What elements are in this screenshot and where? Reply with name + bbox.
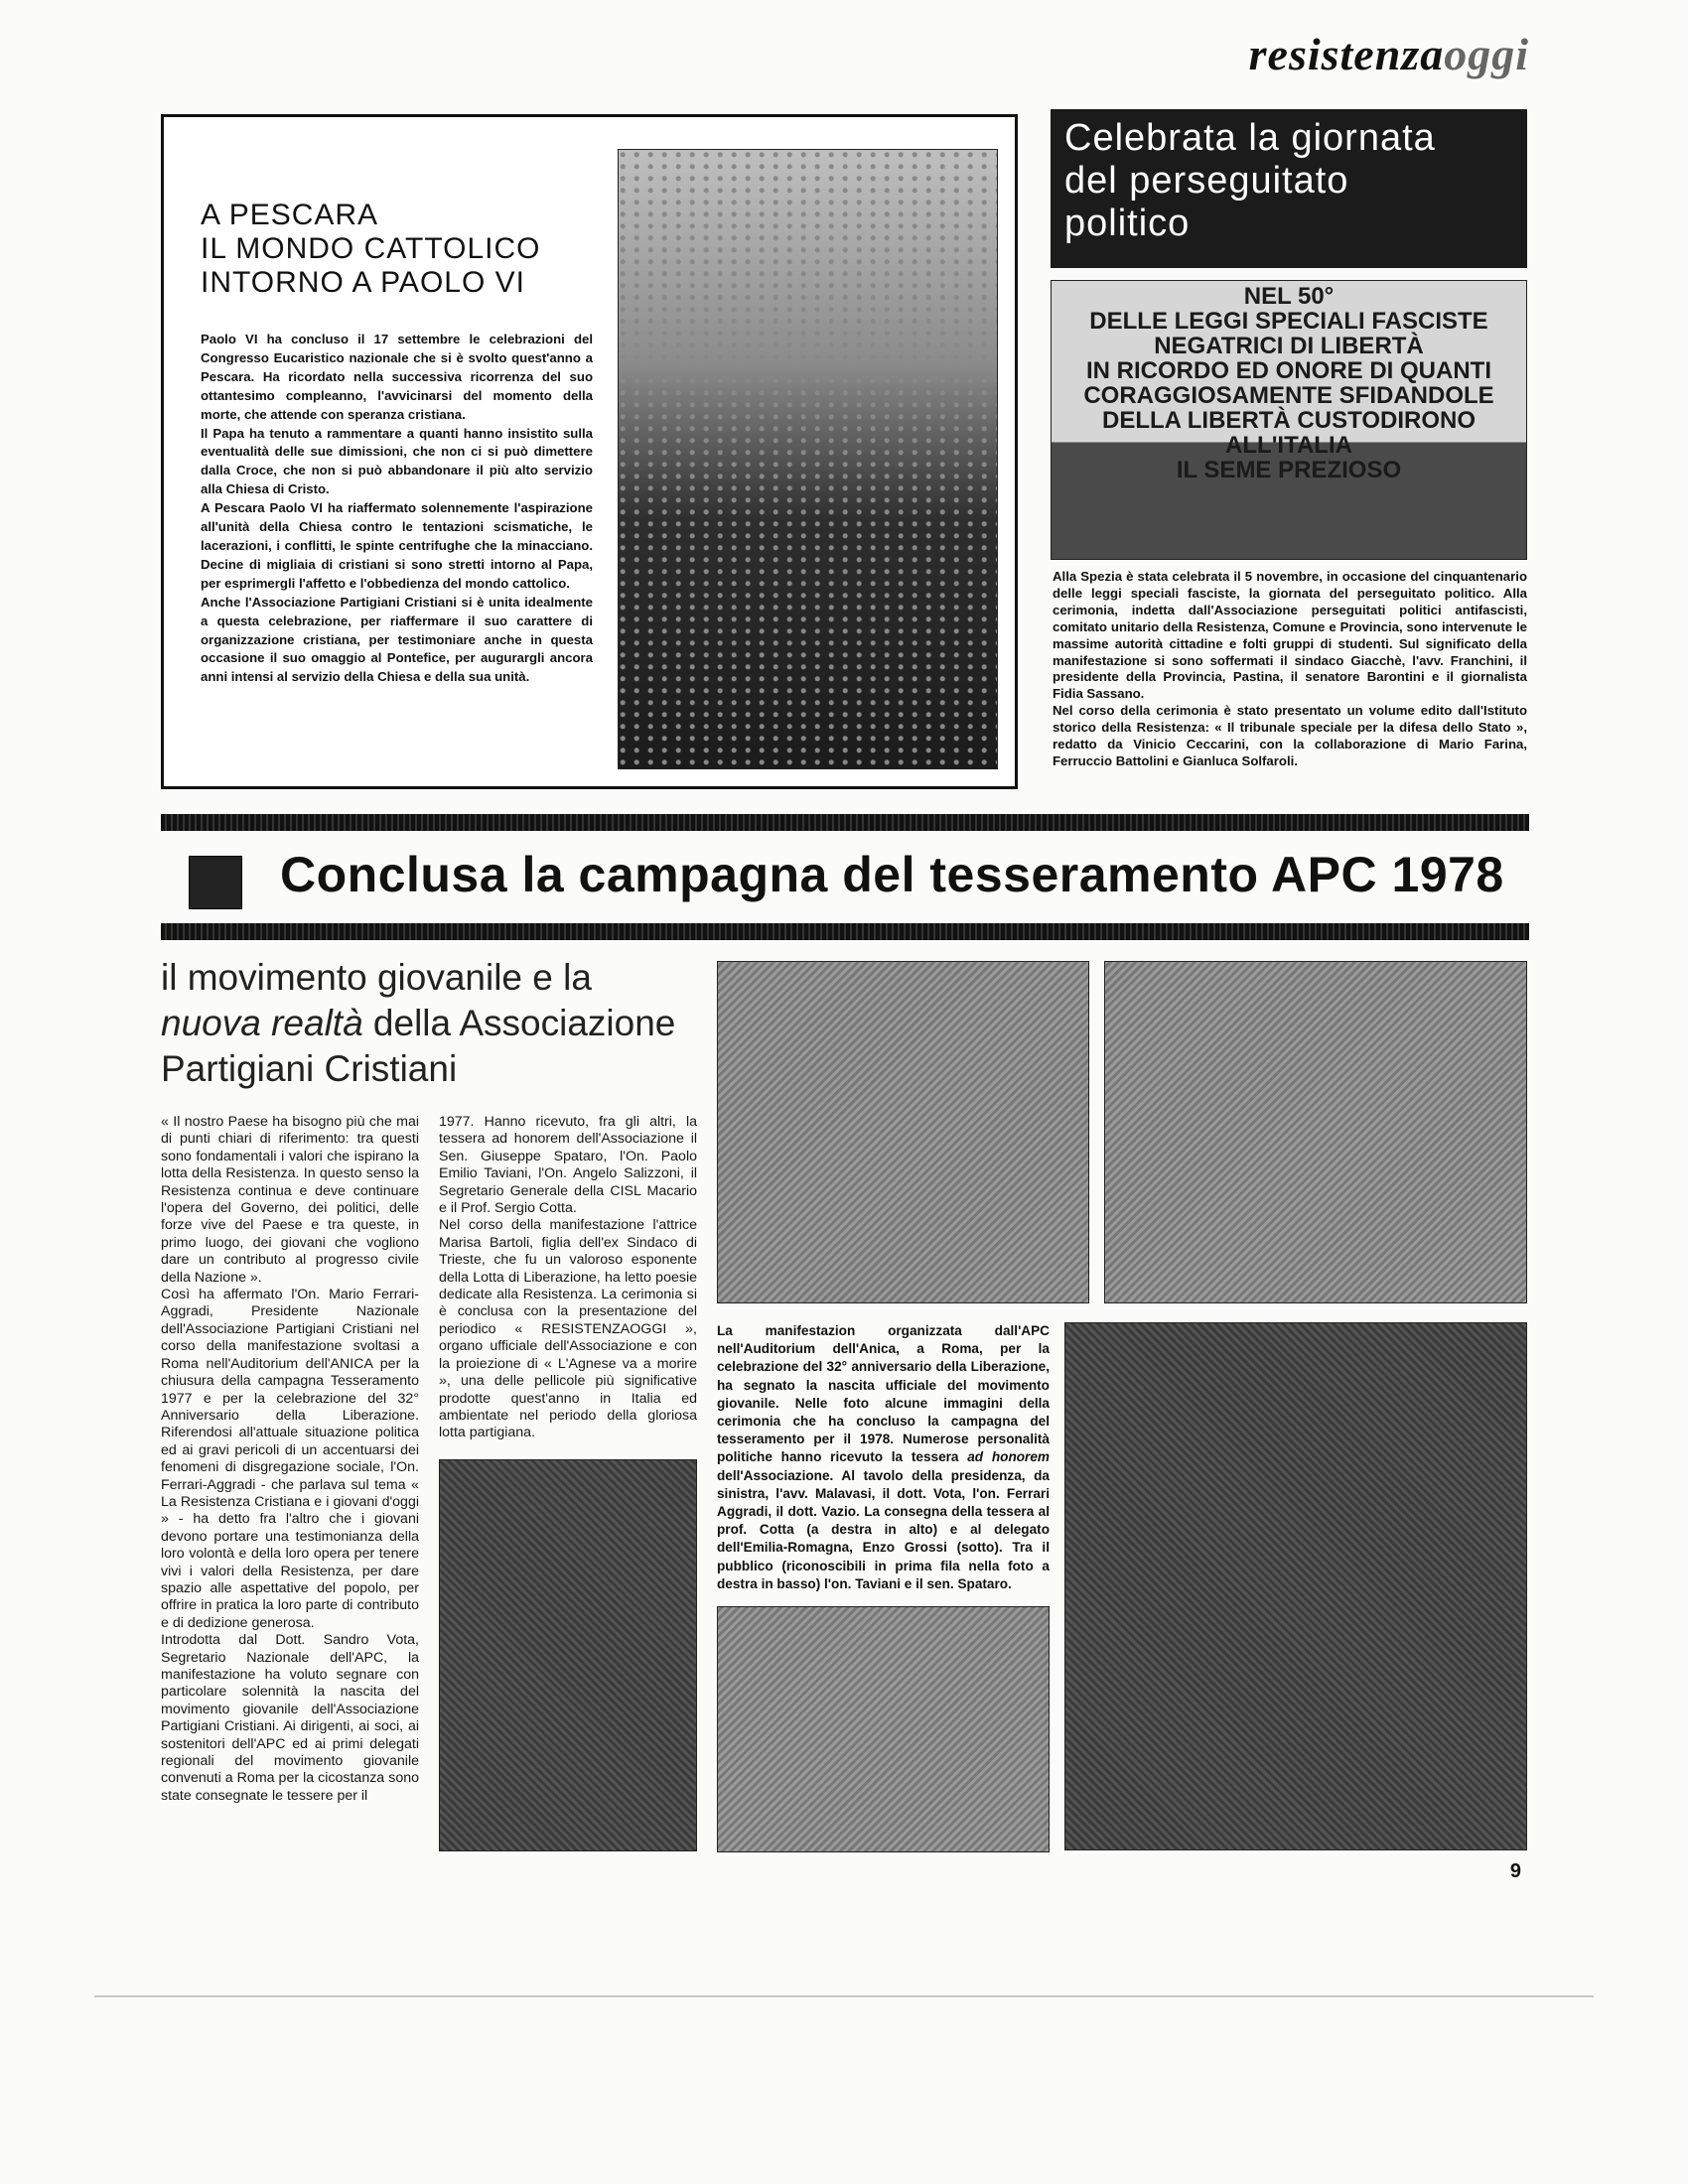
pescara-paragraph: Il Papa ha tenuto a rammentare a quanti hanno insistito sulla eventualità delle sue dimissioni, che non ci si può dimettere dalla Croce, che non si può abbandonare il più alto servizio alla Chiesa di Cristo. — [201, 425, 593, 497]
pescara-body — [201, 331, 593, 687]
pescara-crowd-photo — [618, 149, 998, 769]
delegate-photo — [717, 1606, 1050, 1852]
spezia-banner-text: NEL 50° DELLE LEGGI SPECIALI FASCISTE NEGATRICI DI LIBERTÀ IN RICORDO ED ONORE DI QUANTI CORAGGIOSAMENTE SFIDANDOLE DELLA LIBERTÀ CUSTODIRONO ALL'ITALIA IL SEME PREZIOSO — [1083, 283, 1494, 483]
movimento-headline-c: della Associazione Partigiani Cristiani — [161, 1003, 676, 1089]
page-number: 9 — [1509, 1860, 1521, 1882]
caption-part: dell'Associazione. Al tavolo della presidenza, da sinistra, l'avv. Malavasi, il dott. Vota, l'on. Ferrari Aggradi, il dott. Vazio. La consegna della tessera al prof. Cotta (a destra in alto) e al delegato dell'Emilia-Romagna, Enzo Grossi (sotto). Tra il pubblico (riconoscibili in prima fila nella foto a destra in basso) l'on. Taviani e il sen. Spataro. — [717, 1467, 1050, 1591]
masthead-part1: resistenza — [1248, 29, 1445, 79]
caption-part: La manifestazion organizzata dall'APC nell'Auditorium dell'Anica, a Roma, per la celebrazione del 32° anniversario della Liberazione, ha segnato la nascita ufficiale del movimento giovanile. Nelle foto alcune immagini della cerimonia che ha concluso la campagna del tesseramento per il 1978. Numerose personalità politiche hanno ricevuto la tessera — [717, 1323, 1050, 1465]
celebrata-headline: Celebrata la giornata del perseguitato politico — [1064, 117, 1436, 244]
band-headline: Conclusa la campagna del tesseramento APC 1978 — [280, 847, 1504, 902]
movimento-caption-text — [717, 1322, 1050, 1593]
spezia-body — [1053, 569, 1527, 770]
spezia-paragraph: Alla Spezia è stata celebrata il 5 novembre, in occasione del cinquantenario delle leggi speciali fasciste, la giornata del perseguitato politico. Alla cerimonia, indetta dall'Associazione perseguitati politici antifascisti, comitato unitario della Resistenza, Comune e Provincia, sono intervenute le massime autorità cittadine e folti gruppi di studenti. Sul significato della manifestazione si sono soffermati il sindaco Giacchè, l'avv. Franchini, il presidente della Provincia, Pastina, il senatore Barontini e il giornalista Fidia Sassano. — [1053, 569, 1527, 702]
band-top-rule — [161, 814, 1529, 831]
movimento-paragraph: Introdotta dal Dott. Sandro Vota, Segretario Nazionale dell'APC, la manifestazione ha voluto segnare con particolare solennità la nascita del movimento giovanile dell'Associazione Partigiani Cristiani. Ai dirigenti, ai soci, ai sostenitori dell'APC ed ai primi delegati regionali del movimento giovanile convenuti a Roma per la cicostanza sono state consegnate le tessere per il — [161, 1632, 419, 1804]
movimento-paragraph: « Il nostro Paese ha bisogno più che mai di punti chiari di riferimento: tra questi sono fondamentali i valori che ispirano la lotta della Resistenza. In questo senso la Resistenza continua e deve continuare l'opera del Governo, dei politici, delle forze vive del Paese e tra queste, in primo luogo, dei giovani che vogliono dare un contributo al progresso civile della Nazione ». — [161, 1114, 419, 1286]
movimento-column-1 — [161, 1114, 419, 1805]
movimento-paragraph: 1977. Hanno ricevuto, fra gli altri, la tessera ad honorem dell'Associazione il Sen. Giuseppe Spataro, l'On. Paolo Emilio Taviani, l'On. Angelo Salizzoni, il Segretario Generale della CISL Macario e il Prof. Sergio Cotta. — [439, 1114, 697, 1217]
movimento-headline — [161, 955, 717, 1092]
card-handover-photo — [1104, 961, 1527, 1303]
caption-emphasis: ad honorem — [967, 1449, 1050, 1465]
audience-photo — [1064, 1322, 1527, 1850]
masthead — [1249, 28, 1529, 80]
movimento-headline-b: nuova realtà — [161, 1003, 363, 1043]
movimento-paragraph: Così ha affermato l'On. Mario Ferrari-Aggradi, Presidente Nazionale dell'Associazione Partigiani Cristiani nel corso della manifestazione svoltasi a Roma nell'Auditorium dell'ANICA per la chiusura della campagna Tesseramento 1977 e per la celebrazione del 32° Anniversario della Liberazione. Riferendosi all'attuale situazione politica ed ai gravi pericoli di un accentuarsi dei fenomeni di disgregazione sociale, l'On. Ferrari-Aggradi - che parlava sul tema « La Resistenza Cristiana e i giovani d'oggi » - ha detto fra l'altro che i giovani devono portare una testimonianza della loro volontà e della loro opera per tenere vivi i valori della Resistenza, per dare spazio alle aspettative del popolo, per offrire in pratica la loro parte di contributo e di dedizione generosa. — [161, 1287, 419, 1631]
movimento-headline-a: il movimento giovanile e la — [161, 957, 592, 998]
masthead-part2: oggi — [1444, 29, 1529, 79]
presidency-table-photo — [717, 961, 1089, 1303]
band-bottom-rule — [161, 923, 1529, 940]
movimento-column-2 — [439, 1114, 697, 1442]
movimento-paragraph: Nel corso della manifestazione l'attrice Marisa Bartoli, figlia dell'ex Sindaco di Trieste, che fu un valoroso esponente della Lotta di Liberazione, ha letto poesie dedicate alla Resistenza. La cerimonia si è conclusa con la presentazione del periodico « RESISTENZAOGGI », organo ufficiale dell'Associazione e con la proiezione di « L'Agnese va a morire », una delle pellicole più significative prodotte quest'anno in Italia ed ambientate nel periodo della gloriosa lotta partigiana. — [439, 1217, 697, 1441]
pescara-paragraph: Paolo VI ha concluso il 17 settembre le celebrazioni del Congresso Eucaristico nazionale che si è svolto quest'anno a Pescara. Ha ricordato nella successiva ricorrenza del suo ottantesimo compleanno, l'avvicinarsi del momento della morte, che attende con speranza cristiana. — [201, 332, 593, 422]
page-bottom-line — [94, 1995, 1594, 1997]
band-square-marker — [189, 856, 242, 909]
pescara-paragraph: A Pescara Paolo VI ha riaffermato solennemente l'aspirazione all'unità della Chiesa contro le tentazioni scismatiche, le lacerazioni, i conflitti, le spinte centrifughe che la minacciano. Decine di migliaia di cristiani si sono stretti intorno al Papa, per esprimergli l'affetto e l'obbedienza del mondo cattolico. — [201, 500, 593, 591]
spezia-paragraph: Nel corso della cerimonia è stato presentato un volume edito dall'Istituto storico della Resistenza: « Il tribunale speciale per la difesa dello Stato », redatto da Vinicio Ceccarini, con la collaborazione di Mario Farina, Ferruccio Battolini e Gianluca Solfaroli. — [1053, 703, 1527, 768]
pescara-paragraph: Anche l'Associazione Partigiani Cristiani si è unita idealmente a questa celebrazione, per riaffermare il suo carattere di organizzazione cristiana, per testimoniare anche in questa occasione il suo omaggio al Pontefice, per augurargli ancora anni intensi al servizio della Chiesa e della sua unità. — [201, 594, 593, 685]
movimento-caption — [717, 1322, 1050, 1593]
speaker-photo — [439, 1459, 697, 1851]
pescara-headline: A PESCARA IL MONDO CATTOLICO INTORNO A PAOLO VI — [201, 199, 541, 299]
